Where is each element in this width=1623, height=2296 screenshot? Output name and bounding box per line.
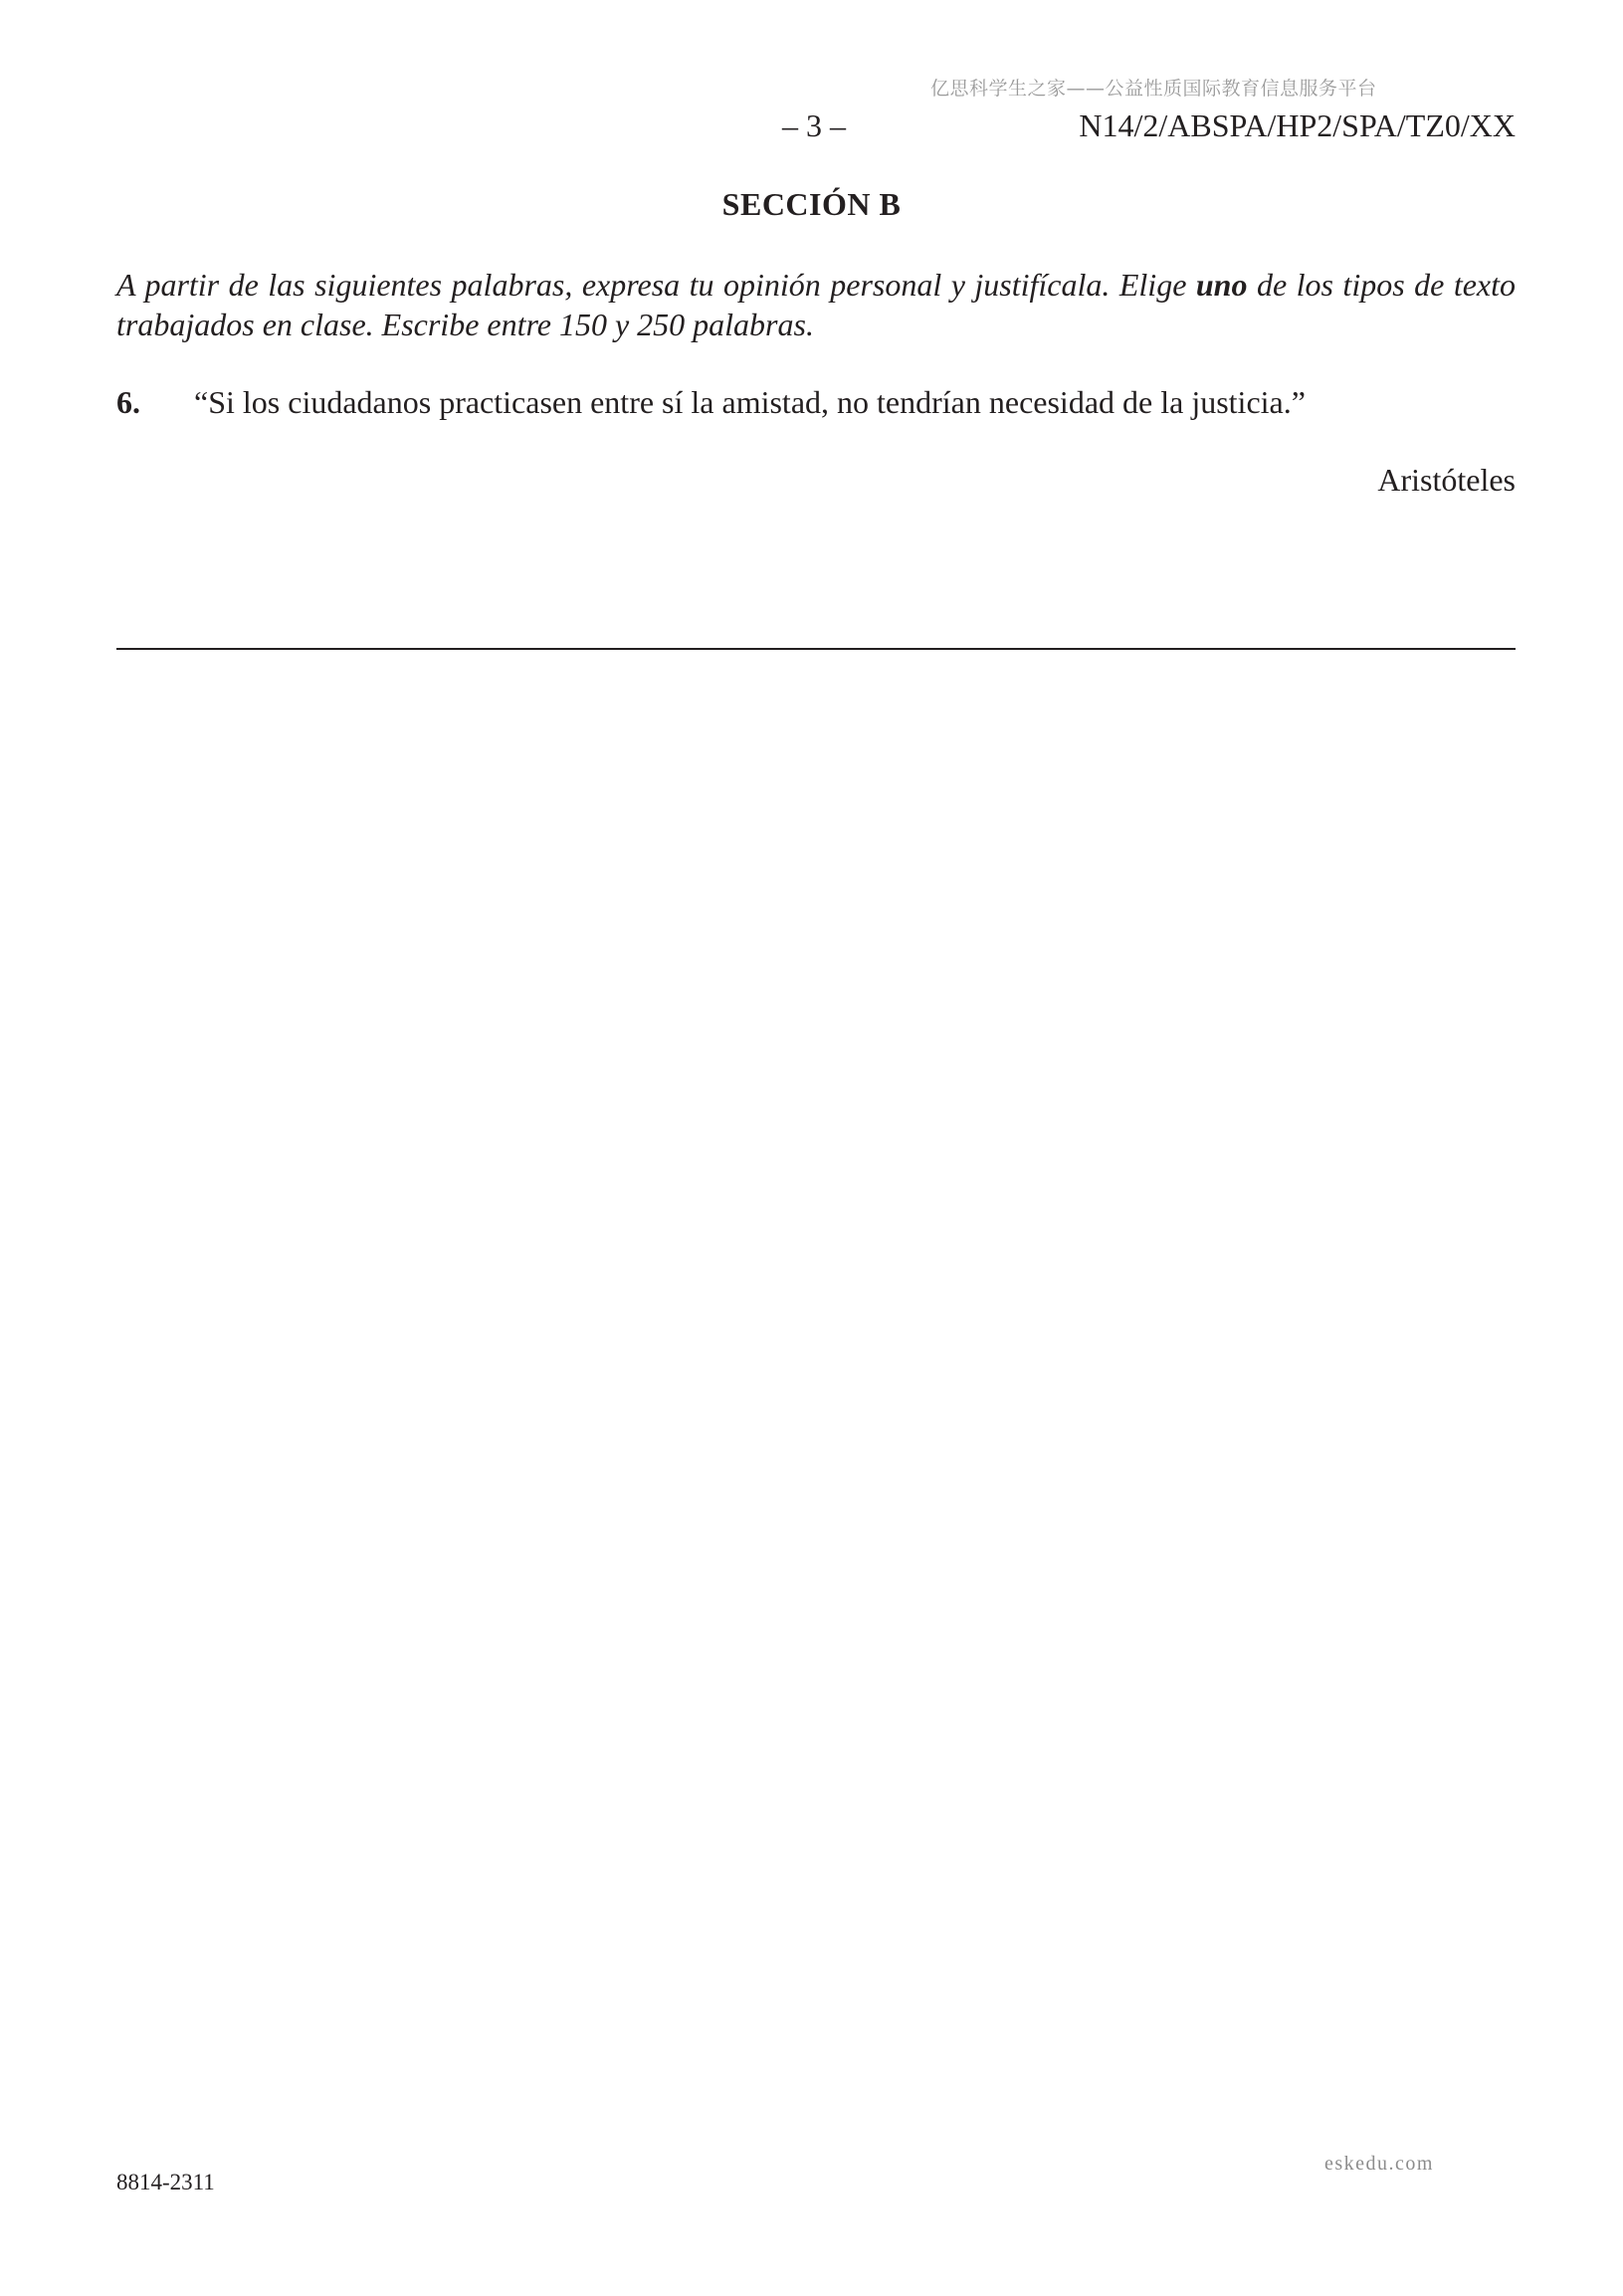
page-number: – 3 – bbox=[782, 107, 846, 143]
horizontal-rule bbox=[116, 648, 1516, 650]
watermark-top: 亿思科学生之家——公益性质国际教育信息服务平台 bbox=[930, 78, 1377, 100]
question-quote: “Si los ciudadanos practicasen entre sí la amistad, no tendrían necesidad de la justicia.” bbox=[194, 384, 1306, 420]
footer-code: 8814-2311 bbox=[116, 2170, 215, 2194]
quote-author: Aristóteles bbox=[1377, 462, 1516, 498]
instructions bbox=[116, 265, 1516, 344]
section-title: SECCIÓN B bbox=[721, 186, 902, 222]
instructions-text-start: A partir de las siguientes palabras, expresa tu opinión personal y justifícala. Elige bbox=[116, 267, 1196, 303]
instructions-text-end: de los tipos de texto trabajados en clase. Escribe entre 150 y 250 palabras. bbox=[116, 267, 1517, 342]
watermark-bottom: eskedu.com bbox=[1324, 2153, 1434, 2175]
question-number: 6. bbox=[116, 384, 140, 420]
instructions-emphasis: uno bbox=[1195, 267, 1248, 303]
exam-code: N14/2/ABSPA/HP2/SPA/TZ0/XX bbox=[1079, 107, 1516, 143]
